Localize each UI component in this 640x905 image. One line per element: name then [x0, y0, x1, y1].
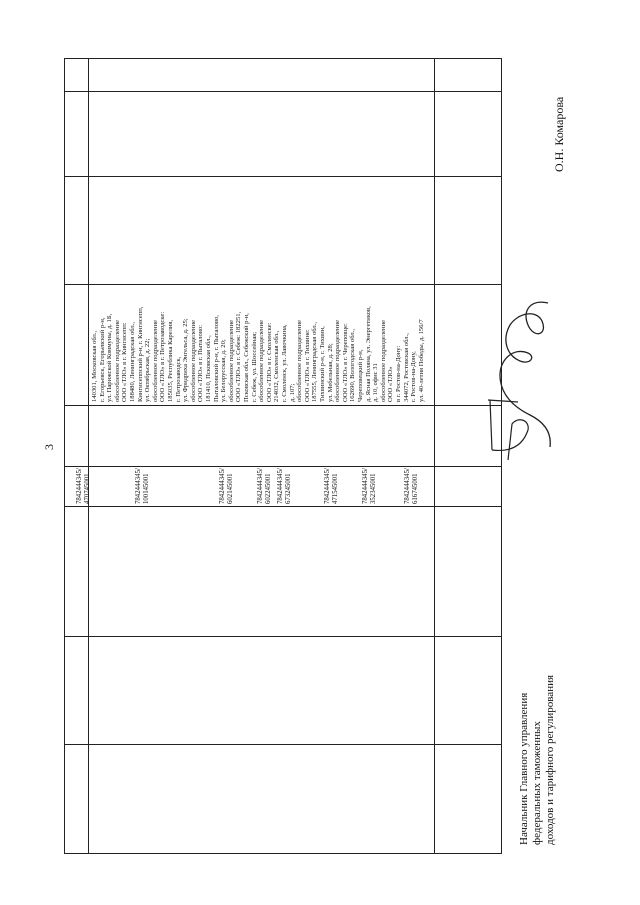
position-line: доходов и тарифного регулирования — [544, 674, 556, 845]
address-line: 187555, Ленинградская обл., — [311, 321, 319, 402]
address-line: обособленное подразделение — [227, 320, 235, 402]
address-line: ООО «ТЛО» в г. Себеж: 182251, — [235, 311, 243, 402]
column-separator — [64, 176, 502, 177]
signer-name: О.Н. Комарова — [552, 96, 566, 172]
address-line: ул. Октябрьская, д. 22; — [144, 338, 152, 402]
address-line: г. Себеж, ул. Шоссейная; — [250, 331, 258, 402]
address-line: в г. Ростов-на-Дону: — [395, 345, 402, 402]
address-line: ул. Белорусская, д. 20; — [220, 339, 228, 402]
document-table — [64, 58, 502, 854]
address-line: ООО «ТЛО» в г. Пыталово: — [197, 324, 205, 402]
column-separator — [64, 506, 502, 507]
address-line: 188480, Ленинградская обл., — [129, 321, 136, 402]
address-line: г. Смоленск, ул. Лавочкина, — [281, 324, 288, 402]
address-line: г. Петрозаводск, — [174, 356, 182, 402]
address-line: 181410, Псковская обл., — [205, 335, 212, 402]
signatory-position — [518, 675, 557, 845]
address-line: г. Ростов-на-Дону, — [410, 351, 418, 402]
inn-kpp-line: 7842444345/ — [362, 468, 369, 504]
inn-kpp-line: 7842444345/ — [76, 468, 83, 504]
address-line: Тихвинский р-н, г. Тихвин, — [319, 326, 326, 402]
address-line: 185035, Республика Карелия, — [167, 319, 174, 402]
position-line: федеральных таможенных — [531, 721, 543, 845]
address-line: Череповецкий р-н, — [357, 349, 364, 402]
address-line: д. Ясная Поляна, ул. Энергетиков, — [364, 306, 372, 402]
address-line: 214032, Смоленская обл., — [273, 330, 281, 402]
inn-kpp-line: 673245001 — [285, 473, 292, 504]
column-separator — [64, 91, 502, 92]
inn-kpp-line: 7842444345/ — [404, 468, 411, 504]
address-line: ул. 40-летия Победы, д. 156/7 — [417, 319, 425, 402]
address-line: Псковская обл., Себежский р-н, — [243, 313, 250, 402]
inn-kpp-line: 602145001 — [227, 473, 234, 504]
inn-kpp-line: 7842444345/ — [219, 468, 226, 504]
address-line: 162690, Вологодская обл., — [349, 329, 357, 402]
address-line: обособленное подразделение — [334, 320, 342, 402]
column-separator — [64, 744, 502, 745]
address-line: ООО «ТЛО» в г. Смоленске: — [265, 322, 273, 402]
inn-kpp-line: 7842444345/ — [277, 468, 284, 504]
table-frame — [64, 58, 502, 854]
column-separator — [64, 466, 502, 467]
address-line: обособленное подразделение — [189, 320, 197, 402]
address-line: д. 107; — [288, 383, 296, 402]
inn-kpp-line: 616745001 — [412, 473, 419, 504]
address-line: ООО «ТЛО» в г. Тихвине: — [303, 329, 311, 402]
column-separator — [64, 284, 502, 285]
address-line: ул. Мебельная, д. 28; — [326, 343, 334, 402]
inn-kpp-line: 100145001 — [143, 473, 150, 504]
address-line: ООО «ТЛО» — [387, 366, 395, 402]
address-line: ООО «ТЛО» в г. Череповце: — [341, 323, 349, 402]
inn-kpp-line: 7842444345/ — [135, 468, 142, 504]
address-line: ул. Парижской Коммуны, д. 1Б, — [106, 313, 114, 402]
address-line: ООО «ТЛО» в г. Петрозаводске: — [159, 311, 167, 402]
inn-kpp-line: 471545001 — [332, 473, 339, 504]
row-separator — [434, 58, 435, 854]
column-separator — [64, 636, 502, 637]
initials-stroke — [488, 400, 528, 460]
inn-kpp-line: 352345001 — [370, 473, 377, 504]
row-separator — [88, 58, 89, 854]
page-number: 3 — [42, 444, 56, 450]
address-line: обособленное подразделение — [296, 320, 304, 402]
address-line: обособленное подразделение — [258, 320, 266, 402]
address-line: ул. Фридриха Энгельса, д. 25; — [182, 318, 190, 402]
address-line: обособленное подразделение — [379, 320, 387, 402]
inn-kpp-line: 602245001 — [265, 473, 272, 504]
inn-kpp-line: 7842444345/ — [257, 468, 264, 504]
inn-kpp-line: 470745001 — [84, 473, 91, 504]
address-line: 344072, Ростовская обл., — [402, 333, 410, 402]
signature-initials-mark — [478, 390, 538, 470]
address-line: д. 10, офис 31 — [372, 363, 380, 402]
address-line: г. Егорьевск, Егорьевский р-н, — [98, 317, 106, 402]
address-line: обособленное подразделение — [151, 320, 159, 402]
inn-kpp-line: 7842444345/ — [324, 468, 331, 504]
address-line: обособленное подразделение — [113, 320, 121, 402]
address-line: 140301, Московская обл., — [91, 330, 98, 402]
position-line: Начальник Главного управления — [518, 692, 530, 845]
address-line: Кингисеппский р-н, г. Кингисепп, — [136, 306, 144, 402]
column-separator — [64, 405, 502, 406]
address-line: Пыталовский р-н, г. Пыталово, — [212, 315, 220, 402]
address-line: ООО «ТЛО» в г. Кингисепп: — [121, 322, 129, 402]
